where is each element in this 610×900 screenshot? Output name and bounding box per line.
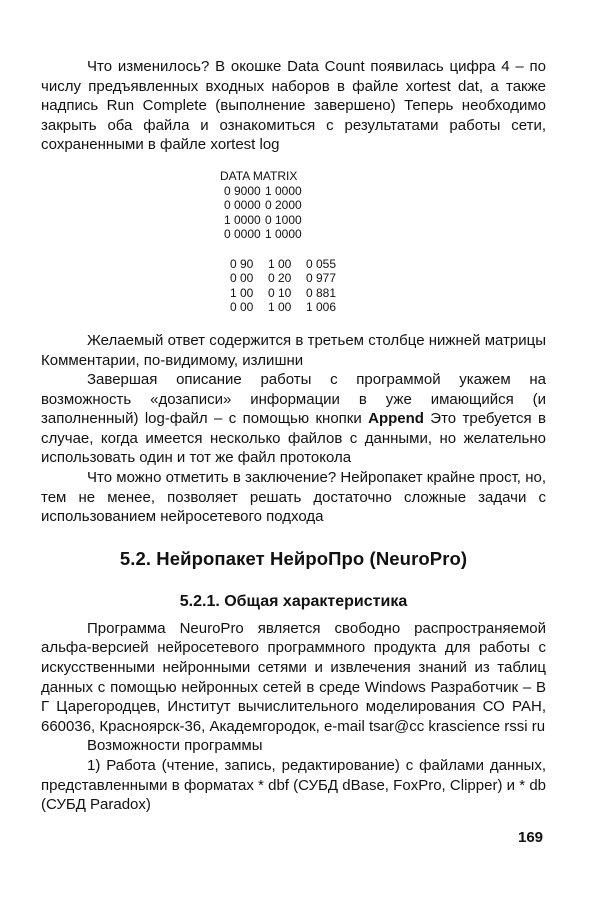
matrix-row <box>230 257 546 272</box>
matrix-cell: 1 006 <box>306 300 337 315</box>
matrix-cell: 0 055 <box>306 256 337 271</box>
append-keyword: Append <box>368 410 424 428</box>
matrix-cell: 0 2000 <box>265 198 302 213</box>
matrix-row <box>230 286 546 301</box>
paragraph-conclusion: Что можно отметить в заключение? Нейропакет крайне прост, но, тем не менее, позволяет решать достаточно сложные задачи с использованием нейросетевого подхода <box>41 469 546 526</box>
append-text-before: Завершая описание работы с программой укажем на возможность «дозаписи» информации в уже имающийся (и заполненный) log-файл – с помощью кнопки <box>41 371 546 428</box>
paragraph-append <box>41 370 546 468</box>
matrix-cell: 1 00 <box>230 285 254 300</box>
paragraph-neuropro-intro: Программа NeuroPro является свободно распространяемой альфа-версией нейросетевого программного продукта для работы с искусственными нейронными сетями и извлечения знаний из таблиц данных с помощью нейронных сетей в среде Windows Разработчик – В Г Царегородцев, Институт вычислительного моделирования СО РАН, 660036, Красноярск-36, Академгородок, e-mail tsar@cc krascience rssi ru <box>41 619 546 735</box>
section-title: 5.2. Нейропакет НейроПро (NeuroPro) <box>119 547 468 569</box>
matrix-row <box>230 271 546 286</box>
matrix-cell: 0 977 <box>306 271 337 286</box>
matrix-cell: 1 0000 <box>265 227 302 242</box>
matrix-block-outputs <box>220 257 546 315</box>
matrix-title: DATA MATRIX <box>220 168 298 183</box>
matrix-cell: 0 0000 <box>224 227 261 242</box>
matrix-cell: 0 0000 <box>224 198 261 213</box>
matrix-cell: 0 10 <box>268 285 292 300</box>
matrix-row <box>230 300 546 315</box>
matrix-cell: 0 90 <box>230 256 254 271</box>
page-body <box>41 57 546 815</box>
matrix-cell: 1 00 <box>268 256 292 271</box>
matrix-row <box>220 198 546 213</box>
matrix-cell: 0 9000 <box>224 183 261 198</box>
subsection-title: 5.2.1. Общая характеристика <box>179 592 408 610</box>
matrix-row <box>220 227 546 242</box>
matrix-cell: 0 00 <box>230 300 254 315</box>
matrix-cell: 1 00 <box>268 300 292 315</box>
paragraph-capability-1: 1) Работа (чтение, запись, редактирование) с файлами данных, представленными в форматах * dbf (СУБД dBase, FoxPro, Clipper) и * db (СУБД Paradox) <box>41 757 546 814</box>
matrix-row <box>220 184 546 199</box>
data-matrix <box>41 169 546 315</box>
matrix-cell: 0 20 <box>268 271 292 286</box>
matrix-cell: 0 1000 <box>265 212 302 227</box>
matrix-cell: 0 00 <box>230 271 254 286</box>
matrix-block-inputs <box>220 184 546 242</box>
paragraph-data-count: Что изменилось? В окошке Data Count появилась цифра 4 – по числу предъявленных входных наборов в файле xortest dat, а также надпись Run Complete (выполнение завершено) Теперь необходимо закрыть оба файла и ознакомиться с результатами работы сети, сохраненными в файле xortest log <box>41 58 546 154</box>
page-number: 169 <box>518 829 544 846</box>
append-text-after: Это требуется в случае, когда имеется несколько файлов с данными, но желательно использовать один и тот же файл протокола <box>41 410 546 467</box>
matrix-row <box>220 213 546 228</box>
paragraph-capabilities-heading: Возможности программы <box>87 737 263 755</box>
matrix-cell: 0 881 <box>306 285 337 300</box>
paragraph-desired-answer: Желаемый ответ содержится в третьем столбце нижней матрицы Комментарии, по-видимому, излишни <box>41 331 546 369</box>
matrix-cell: 1 0000 <box>265 183 302 198</box>
matrix-cell: 1 0000 <box>224 212 261 227</box>
